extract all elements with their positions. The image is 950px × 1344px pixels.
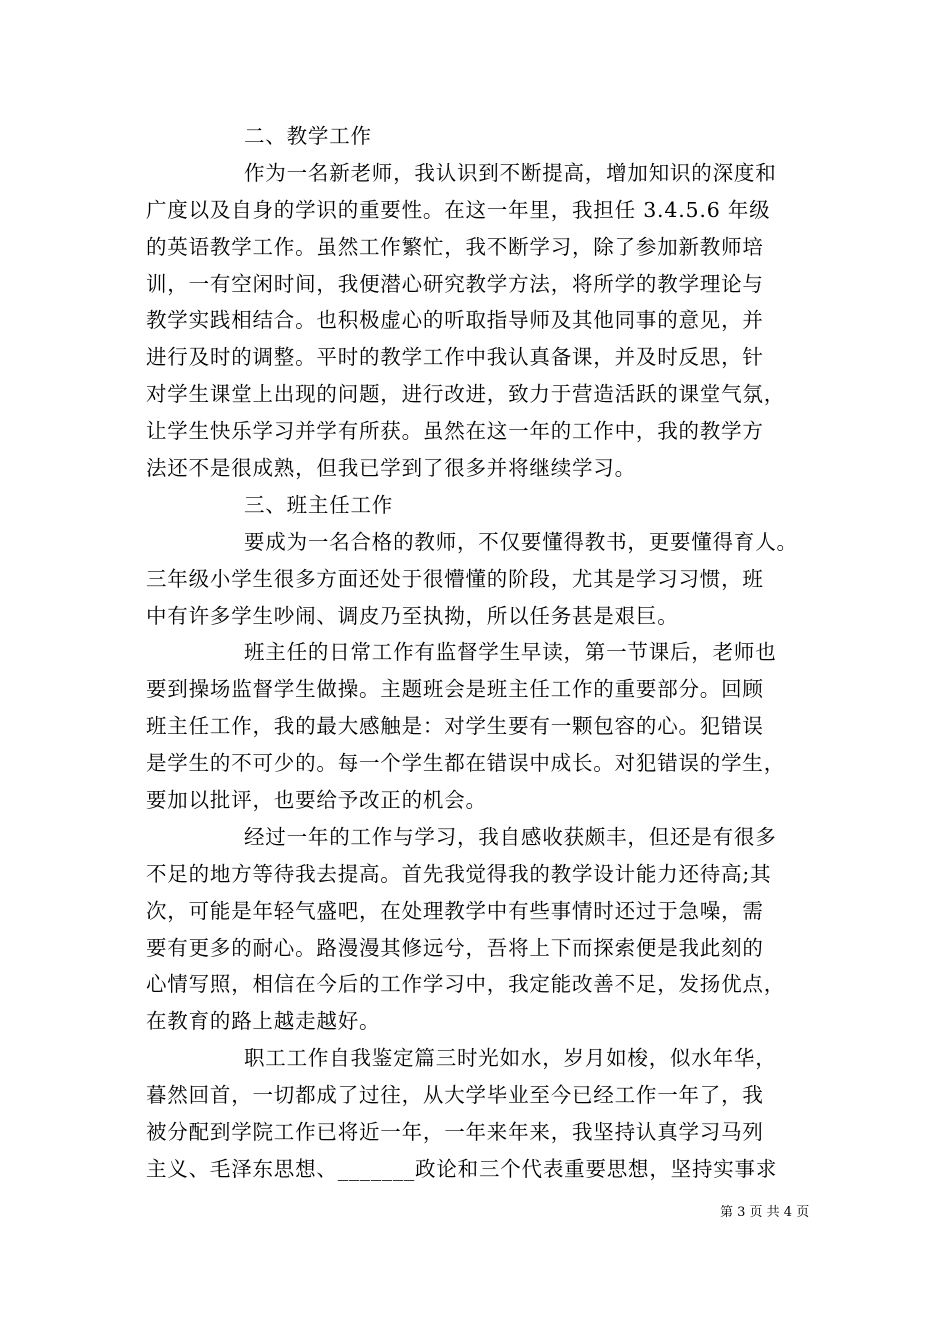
- text-line: 法还不是很成熟，但我已学到了很多并将继续学习。: [146, 456, 636, 481]
- text-line: 三、班主任工作: [244, 492, 394, 517]
- text-line: 班主任工作，我的最大感触是：对学生要有一颗包容的心。犯错误: [146, 714, 764, 739]
- text-line: 要有更多的耐心。路漫漫其修远兮，吾将上下而探索便是我此刻的: [146, 935, 764, 960]
- text-line: 主义、毛泽东思想、_______政论和三个代表重要思想，坚持实事求: [146, 1156, 778, 1181]
- text-line: 班主任的日常工作有监督学生早读，第一节课后，老师也: [244, 640, 777, 665]
- text-line: 教学实践相结合。也积极虚心的听取指导师及其他同事的意见，并: [146, 308, 764, 333]
- text-line: 经过一年的工作与学习，我自感收获颇丰，但还是有很多: [244, 824, 777, 849]
- text-line: 中有许多学生吵闹、调皮乃至执拗，所以任务甚是艰巨。: [146, 603, 679, 628]
- text-line: 被分配到学院工作已将近一年，一年来年来，我坚持认真学习马列: [146, 1120, 764, 1145]
- text-line: 对学生课堂上出现的问题，进行改进，致力于营造活跃的课堂气氛，: [146, 382, 785, 407]
- text-line: 的英语教学工作。虽然工作繁忙，我不断学习，除了参加新教师培: [146, 234, 764, 259]
- text-line: 广度以及自身的学识的重要性。在这一年里，我担任 3.4.5.6 年级: [146, 197, 771, 222]
- text-line: 让学生快乐学习并学有所获。虽然在这一年的工作中，我的教学方: [146, 419, 764, 444]
- text-line: 进行及时的调整。平时的教学工作中我认真备课，并及时反思，针: [146, 345, 764, 370]
- text-line: 训，一有空闲时间，我便潜心研究教学方法，将所学的教学理论与: [146, 271, 764, 296]
- text-line: 不足的地方等待我去提高。首先我觉得我的教学设计能力还待高;其: [146, 861, 772, 886]
- text-line: 要加以批评，也要给予改正的机会。: [146, 788, 487, 813]
- text-line: 职工工作自我鉴定篇三时光如水，岁月如梭，似水年华，: [244, 1046, 777, 1071]
- text-line: 暮然回首，一切都成了过往，从大学毕业至今已经工作一年了，我: [146, 1083, 764, 1108]
- text-line: 三年级小学生很多方面还处于很懵懂的阶段，尤其是学习习惯，班: [146, 566, 764, 591]
- text-line: 心情写照，相信在今后的工作学习中，我定能改善不足，发扬优点，: [146, 972, 785, 997]
- page-number: 第 3 页 共 4 页: [720, 1205, 810, 1220]
- document-body: [146, 118, 814, 1188]
- text-line: 是学生的不可少的。每一个学生都在错误中成长。对犯错误的学生，: [146, 751, 785, 776]
- text-line: 要成为一名合格的教师，不仅要懂得教书，更要懂得育人。: [244, 529, 798, 554]
- text-line: 次，可能是年轻气盛吧，在处理教学中有些事情时还过于急噪，需: [146, 898, 764, 923]
- text-line: 在教育的路上越走越好。: [146, 1009, 381, 1034]
- text-line: 作为一名新老师，我认识到不断提高，增加知识的深度和: [244, 160, 777, 185]
- text-line: 二、教学工作: [244, 124, 372, 148]
- text-line: 要到操场监督学生做操。主题班会是班主任工作的重要部分。回顾: [146, 677, 764, 702]
